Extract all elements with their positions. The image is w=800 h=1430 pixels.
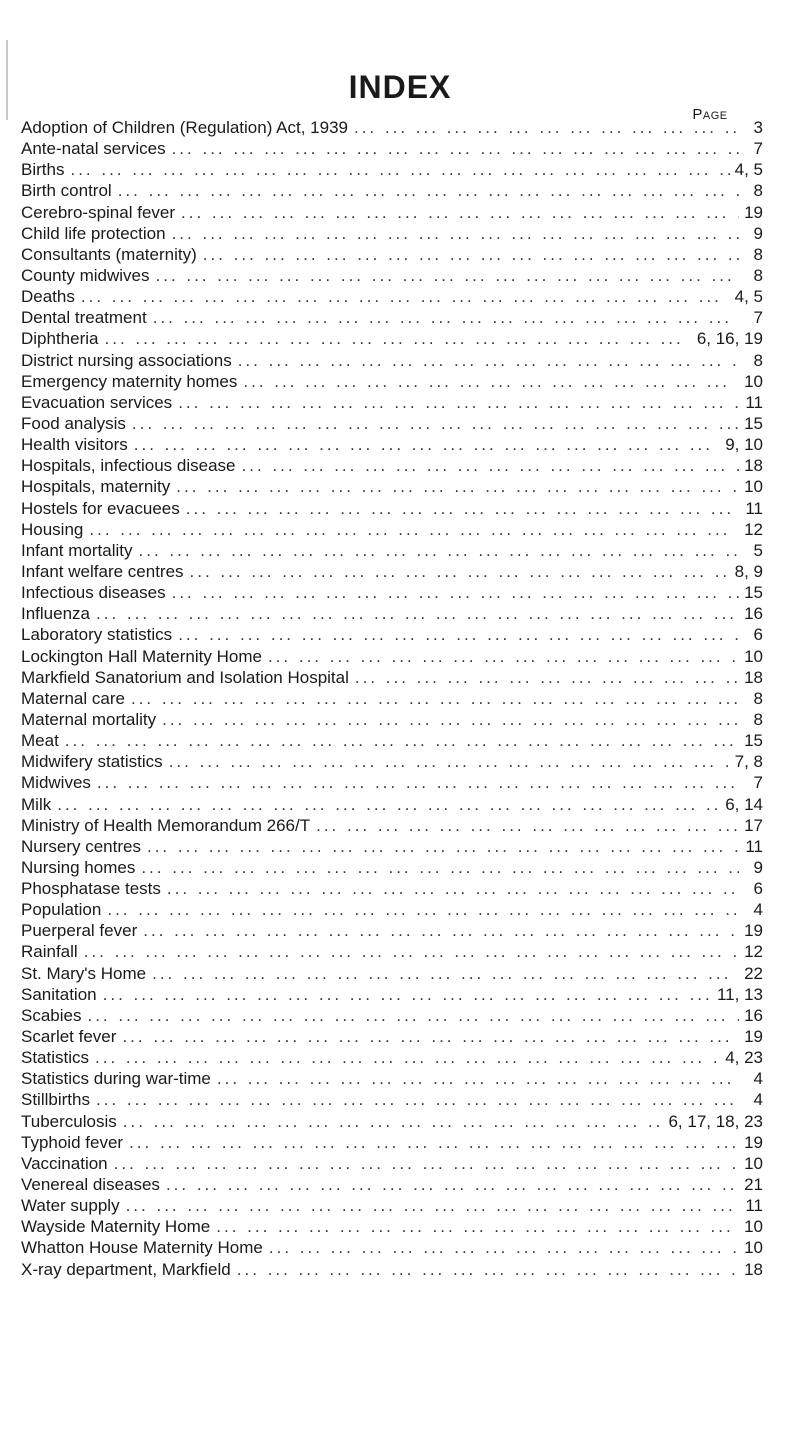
index-entry	[21, 815, 763, 836]
dot-leader	[268, 646, 739, 667]
dot-leader	[190, 561, 731, 582]
index-entry	[21, 1195, 763, 1216]
index-entry-pages: 8	[753, 688, 763, 708]
index-entry-pages: 9, 10	[725, 435, 763, 455]
index-entry	[21, 963, 763, 984]
index-entry	[21, 223, 763, 244]
index-entry-topic: Deaths	[21, 287, 75, 307]
index-entry	[21, 265, 763, 286]
index-entry	[21, 498, 763, 519]
dot-leader	[57, 794, 721, 815]
index-entry	[21, 202, 763, 223]
dot-leader	[114, 1153, 739, 1174]
dot-leader	[237, 1259, 739, 1280]
dot-leader	[238, 350, 739, 371]
index-entry	[21, 1047, 763, 1068]
index-entry	[21, 455, 763, 476]
index-entry-pages: 8	[753, 350, 763, 370]
index-entry-topic: Food analysis	[21, 413, 126, 433]
dot-leader	[216, 1216, 739, 1237]
index-entry-topic: Population	[21, 900, 102, 920]
dot-leader	[166, 1174, 739, 1195]
dot-leader	[143, 920, 739, 941]
index-entry-topic: Midwives	[21, 773, 91, 793]
index-entry-topic: Housing	[21, 519, 84, 539]
index-entry-pages: 10	[744, 371, 763, 391]
dot-leader	[81, 286, 731, 307]
index-entry-pages: 17	[744, 815, 763, 835]
index-entry-topic: Stillbirths	[21, 1090, 90, 1110]
index-entry-topic: Sanitation	[21, 984, 97, 1004]
index-entry-pages: 19	[744, 1132, 763, 1152]
index-entry	[21, 286, 763, 307]
index-entry-topic: Maternal mortality	[21, 709, 157, 729]
dot-leader	[65, 730, 739, 751]
index-entry-topic: Rainfall	[21, 942, 78, 962]
index-entry-topic: Ministry of Health Memorandum 266/T	[21, 815, 311, 835]
index-entry-topic: Infectious diseases	[21, 583, 166, 603]
index-entry-pages: 12	[744, 942, 763, 962]
index-entry	[21, 1237, 763, 1258]
index-entry-pages: 18	[744, 456, 763, 476]
index-entry-pages: 6, 16, 19	[696, 329, 763, 349]
dot-leader	[87, 1005, 739, 1026]
index-entry	[21, 772, 763, 793]
index-entry-pages: 11	[745, 498, 763, 518]
index-entry	[21, 794, 763, 815]
index-entry	[21, 857, 763, 878]
index-entry-pages: 7	[753, 773, 763, 793]
dot-leader	[156, 265, 740, 286]
index-entry-topic: Births	[21, 160, 65, 180]
index-entry-pages: 4	[753, 1069, 763, 1089]
index-entry-pages: 12	[744, 519, 763, 539]
index-entry	[21, 709, 763, 730]
dot-leader	[162, 709, 739, 730]
dot-leader	[70, 159, 730, 180]
index-entry-topic: Dental treatment	[21, 308, 147, 328]
index-entry-topic: Emergency maternity homes	[21, 371, 238, 391]
dot-leader	[176, 476, 739, 497]
index-entry	[21, 117, 763, 138]
dot-leader	[169, 751, 731, 772]
index-entry	[21, 1216, 763, 1237]
dot-leader	[126, 1195, 739, 1216]
index-entry-pages: 11, 13	[716, 984, 763, 1004]
index-entry-topic: X-ray department, Markfield	[21, 1259, 231, 1279]
index-entry-pages: 10	[744, 477, 763, 497]
index-entry-pages: 11	[745, 392, 763, 412]
index-entry	[21, 159, 763, 180]
dot-leader	[152, 963, 739, 984]
index-entry	[21, 1005, 763, 1026]
index-entry	[21, 350, 763, 371]
index-entry-topic: Markfield Sanatorium and Isolation Hospital	[21, 667, 349, 687]
index-entry	[21, 540, 763, 561]
index-entry-pages: 7	[753, 139, 763, 159]
index-entry-topic: Adoption of Children (Regulation) Act, 1939	[21, 118, 348, 137]
dot-leader	[355, 667, 739, 688]
dot-leader	[134, 434, 721, 455]
index-entry	[21, 899, 763, 920]
index-entry	[21, 688, 763, 709]
dot-leader	[129, 1132, 739, 1153]
index-entry	[21, 582, 763, 603]
index-entry-topic: Diphtheria	[21, 329, 99, 349]
dot-leader	[95, 1047, 721, 1068]
index-entry-topic: Influenza	[21, 604, 90, 624]
index-entry	[21, 730, 763, 751]
index-entry-topic: Phosphatase tests	[21, 879, 161, 899]
dot-leader	[167, 878, 739, 899]
index-entry-topic: Puerperal fever	[21, 921, 138, 941]
index-entry-pages: 3	[753, 118, 763, 137]
index-entry-topic: Typhoid fever	[21, 1132, 124, 1152]
index-entry-topic: Water supply	[21, 1196, 120, 1216]
index-entry-pages: 10	[744, 1238, 763, 1258]
index-entry	[21, 667, 763, 688]
index-entry	[21, 941, 763, 962]
index-entry	[21, 751, 763, 772]
dot-leader	[354, 117, 739, 138]
dot-leader	[103, 984, 713, 1005]
dot-leader	[131, 688, 739, 709]
index-entry-topic: District nursing associations	[21, 350, 232, 370]
index-entry-topic: Evacuation services	[21, 392, 173, 412]
index-entry-pages: 16	[744, 1005, 763, 1025]
index-entry-topic: Consultants (maternity)	[21, 244, 197, 264]
index-entry-pages: 6, 14	[725, 794, 763, 814]
dot-leader	[181, 202, 739, 223]
index-entry-topic: Venereal diseases	[21, 1175, 160, 1195]
index-entry	[21, 624, 763, 645]
index-entry	[21, 646, 763, 667]
index-entry	[21, 878, 763, 899]
index-entry	[21, 476, 763, 497]
dot-leader	[172, 138, 739, 159]
index-entry-pages: 15	[744, 583, 763, 603]
index-entry-topic: Infant welfare centres	[21, 561, 184, 581]
index-entry-pages: 6, 17, 18, 23	[668, 1111, 763, 1131]
index-entry-topic: Infant mortality	[21, 540, 133, 560]
index-entry	[21, 371, 763, 392]
index-entry-pages: 9	[753, 857, 763, 877]
dot-leader	[316, 815, 739, 836]
index-entry-pages: 10	[744, 1217, 763, 1237]
index-entry-pages: 15	[744, 413, 763, 433]
dot-leader	[147, 836, 739, 857]
index-entry-topic: Scabies	[21, 1005, 82, 1025]
index-entry-topic: Nursing homes	[21, 857, 136, 877]
index-entry-topic: Birth control	[21, 181, 112, 201]
index-entry	[21, 561, 763, 582]
index-entry-topic: Laboratory statistics	[21, 625, 173, 645]
index-entry-topic: Whatton House Maternity Home	[21, 1238, 263, 1258]
index-entry-pages: 6	[753, 879, 763, 899]
index-entry-pages: 8	[753, 181, 763, 201]
index-entry	[21, 1153, 763, 1174]
index-entry	[21, 328, 763, 349]
dot-leader	[107, 899, 739, 920]
index-entry-topic: Wayside Maternity Home	[21, 1217, 211, 1237]
index-entry-topic: Tuberculosis	[21, 1111, 117, 1131]
index-entry	[21, 603, 763, 624]
index-entry-topic: Child life protection	[21, 223, 166, 243]
index-entry-pages: 4, 23	[725, 1048, 763, 1068]
dot-leader	[96, 603, 739, 624]
index-entry	[21, 1111, 763, 1132]
dot-leader	[97, 772, 739, 793]
index-entry-pages: 7, 8	[734, 752, 763, 772]
index-entry-topic: Midwifery statistics	[21, 752, 163, 772]
index-entry-pages: 9	[753, 223, 763, 243]
dot-leader	[123, 1111, 665, 1132]
index-entry-pages: 15	[744, 731, 763, 751]
index-entry-pages: 4	[753, 1090, 763, 1110]
index-entry-topic: Vaccination	[21, 1153, 108, 1173]
index-entry-pages: 11	[745, 836, 763, 856]
index-entry-topic: Scarlet fever	[21, 1027, 117, 1047]
page-column-header: Page	[692, 106, 728, 123]
dot-leader	[132, 413, 739, 434]
index-entry	[21, 984, 763, 1005]
dot-leader	[178, 392, 739, 413]
index-entry	[21, 1132, 763, 1153]
dot-leader	[139, 540, 740, 561]
index-entry	[21, 836, 763, 857]
dot-leader	[122, 1026, 739, 1047]
index-entry	[21, 920, 763, 941]
index-entry-pages: 18	[744, 1259, 763, 1279]
index-entry-pages: 11	[745, 1196, 763, 1216]
index-entry	[21, 1259, 763, 1280]
index-entry-pages: 8	[753, 244, 763, 264]
index-entry-pages: 4, 5	[734, 287, 763, 307]
index-entry-pages: 8	[753, 265, 763, 285]
index-entry-pages: 19	[744, 921, 763, 941]
dot-leader	[217, 1068, 739, 1089]
index-entry	[21, 138, 763, 159]
index-entry-topic: Health visitors	[21, 435, 128, 455]
index-entry-topic: Hospitals, infectious disease	[21, 456, 236, 476]
index-entry-topic: Lockington Hall Maternity Home	[21, 646, 262, 666]
index-entry-pages: 18	[744, 667, 763, 687]
dot-leader	[153, 307, 739, 328]
index-entry-pages: 19	[744, 1027, 763, 1047]
index-entry-pages: 8	[753, 709, 763, 729]
index-entry-pages: 7	[753, 308, 763, 328]
index-entry-pages: 22	[744, 963, 763, 983]
index-entry-topic: Meat	[21, 731, 59, 751]
dot-leader	[178, 624, 739, 645]
dot-leader	[186, 498, 739, 519]
index-entry	[21, 1174, 763, 1195]
dot-leader	[89, 519, 739, 540]
index-entry-pages: 21	[744, 1175, 763, 1195]
dot-leader	[269, 1237, 739, 1258]
index-entry	[21, 1026, 763, 1047]
dot-leader	[172, 582, 739, 603]
dot-leader	[96, 1089, 739, 1110]
index-entry-pages: 19	[744, 202, 763, 222]
index-entry-pages: 10	[744, 1153, 763, 1173]
index-entry	[21, 1089, 763, 1110]
index-list	[21, 117, 763, 1280]
index-entry-pages: 10	[744, 646, 763, 666]
index-entry	[21, 180, 763, 201]
index-entry-topic: Cerebro-spinal fever	[21, 202, 176, 222]
index-entry	[21, 519, 763, 540]
index-entry-topic: County midwives	[21, 265, 150, 285]
index-entry	[21, 1068, 763, 1089]
index-entry-pages: 16	[744, 604, 763, 624]
index-entry-topic: Ante-natal services	[21, 139, 166, 159]
index-entry-pages: 4, 5	[734, 160, 763, 180]
dot-leader	[105, 328, 693, 349]
index-entry-pages: 5	[753, 540, 763, 560]
dot-leader	[84, 941, 739, 962]
page-title: INDEX	[348, 69, 452, 106]
index-entry	[21, 307, 763, 328]
dot-leader	[203, 244, 739, 265]
dot-leader	[118, 180, 739, 201]
index-entry-topic: Maternal care	[21, 688, 125, 708]
index-entry-topic: Statistics	[21, 1048, 90, 1068]
index-entry-topic: Milk	[21, 794, 52, 814]
index-entry-pages: 4	[753, 900, 763, 920]
dot-leader	[242, 455, 739, 476]
index-entry-topic: St. Mary's Home	[21, 963, 147, 983]
index-entry	[21, 392, 763, 413]
index-entry-topic: Statistics during war-time	[21, 1069, 211, 1089]
index-entry	[21, 434, 763, 455]
index-entry	[21, 413, 763, 434]
dot-leader	[141, 857, 739, 878]
index-entry-topic: Hostels for evacuees	[21, 498, 180, 518]
index-entry-topic: Hospitals, maternity	[21, 477, 171, 497]
index-entry	[21, 244, 763, 265]
index-entry-topic: Nursery centres	[21, 836, 141, 856]
index-entry-pages: 8, 9	[734, 561, 763, 581]
index-entry-pages: 6	[753, 625, 763, 645]
dot-leader	[172, 223, 739, 244]
dot-leader	[243, 371, 739, 392]
